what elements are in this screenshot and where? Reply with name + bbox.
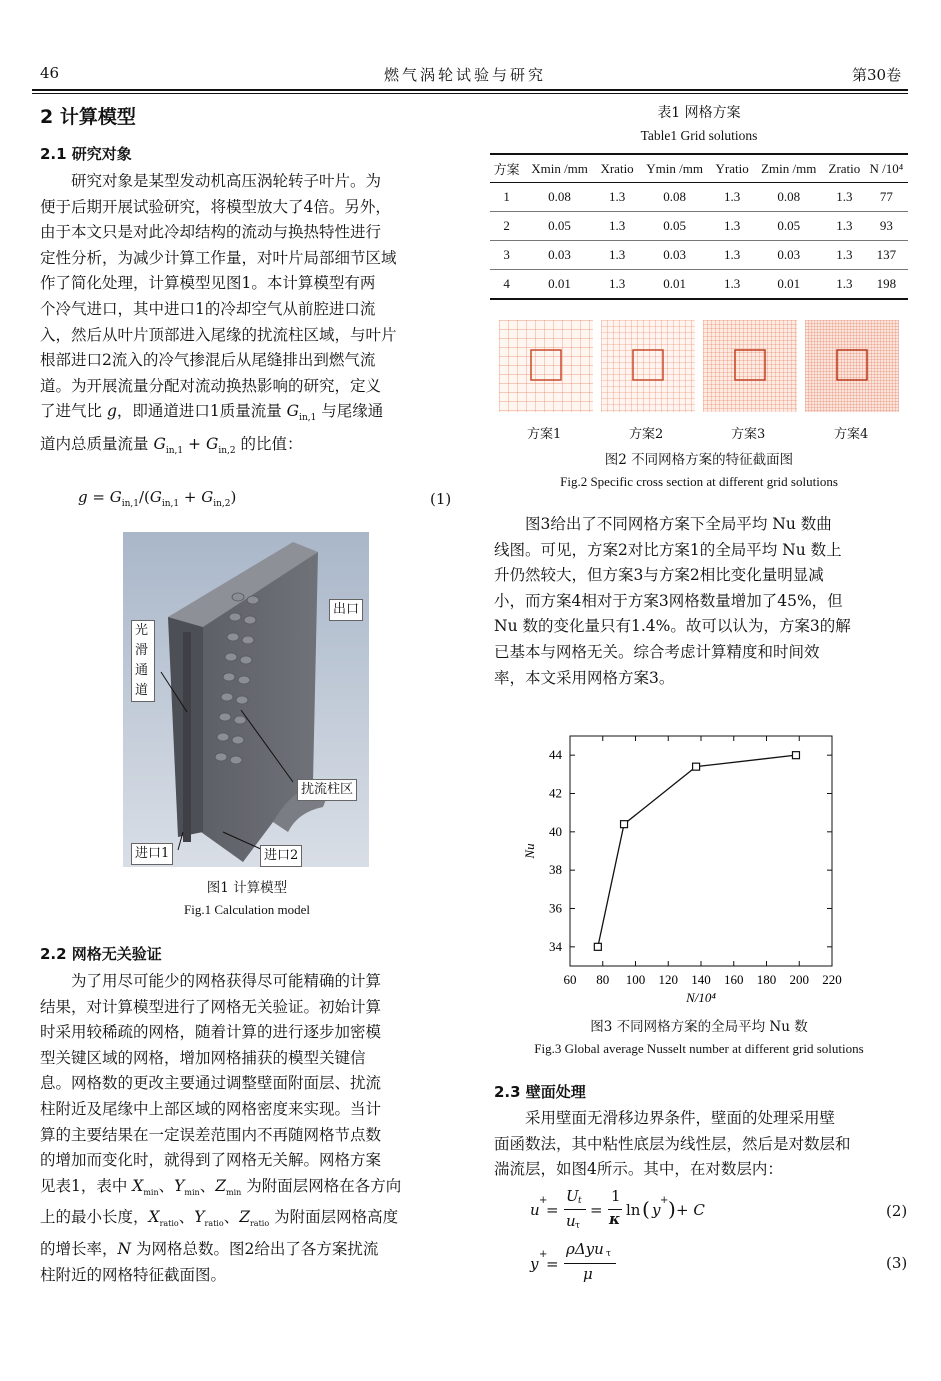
page-number: 46 — [40, 64, 60, 82]
table-cell: 1.3 — [724, 247, 741, 262]
header-rule — [32, 89, 908, 91]
x-tick-label: 160 — [724, 972, 744, 987]
text-line: 的增加而变化时，就得到了网格无关解。网格方案 — [40, 1151, 382, 1170]
subsection-title-2-1: 2.1 研究对象 — [40, 145, 132, 163]
table-cell: 1.3 — [608, 189, 626, 204]
text-line: 结果，对计算模型进行了网格无关验证。初始计算 — [40, 997, 382, 1016]
mesh-label-scheme-4: 方案4 — [834, 427, 869, 442]
table-header-cell: Xratio — [600, 160, 634, 176]
table-cell: 0.05 — [548, 218, 571, 233]
x-tick-label: 100 — [625, 972, 646, 987]
text-line: 已基本与网格无关。综合考虑计算精度和时间效 — [494, 642, 820, 661]
x-tick-label: 200 — [789, 972, 809, 987]
paragraph-2-2 — [40, 969, 454, 1288]
nu-data-point — [621, 821, 628, 828]
mesh-image-scheme-1 — [499, 320, 593, 412]
text-line: 见表1，表中 $X_{min}$、$Y_{min}$、$Z_{min}$ 为附面层网格在各方向 — [40, 1176, 402, 1197]
mesh-label-scheme-2: 方案2 — [629, 427, 664, 442]
y-tick-label: 42 — [549, 785, 562, 801]
figure-2-caption-cn: 图2 不同网格方案的特征截面图 — [604, 452, 794, 468]
table-1 — [490, 153, 908, 300]
table-cell: 0.03 — [663, 247, 686, 262]
text-line: 时采用较稀疏的网格，随着计算的进行逐步加密模 — [40, 1023, 382, 1042]
table-row — [490, 183, 908, 212]
table-cell: 1.3 — [724, 218, 741, 233]
table-cell: 1.3 — [836, 189, 853, 204]
x-tick-label: 180 — [756, 972, 777, 987]
subsection-title-2-2: 2.2 网格无关验证 — [40, 945, 162, 963]
table-cell: 1.3 — [608, 247, 626, 262]
equation-2: u + = U t u τ = 1 κ ln ( y + ) + C — [530, 1187, 705, 1231]
paragraph-2-3 — [494, 1106, 908, 1183]
plot-frame — [570, 736, 832, 966]
table-cell: 1.3 — [836, 247, 853, 262]
text-line: 入，然后从叶片顶部进入尾缘的扰流柱区域，与叶片 — [40, 325, 397, 344]
nu-data-point — [693, 763, 700, 770]
mesh-image-scheme-3 — [703, 320, 797, 412]
table-cell: 0.08 — [663, 189, 686, 204]
text-line: 柱附近的网格特征截面图。 — [40, 1265, 227, 1284]
label-inlet-1: 进口1 — [131, 843, 173, 865]
table-header-cell: Ymin /mm — [646, 160, 703, 176]
figure-3-caption-cn: 图3 不同网格方案的全局平均 Nu 数 — [590, 1019, 808, 1035]
figure-2-caption-en: Fig.2 Specific cross section at different grid solutions — [560, 474, 838, 489]
journal-title: 燃气涡轮试验与研究 — [384, 66, 547, 84]
table-cell: 93 — [879, 218, 893, 233]
text-line: 研究对象是某型发动机高压涡轮转子叶片。为 — [71, 172, 382, 190]
x-tick-label: 80 — [596, 972, 610, 987]
y-tick-label: 38 — [549, 862, 562, 878]
text-line: 上的最小长度，$X_{ratio}$、$Y_{ratio}$、$Z_{ratio}$ 为附面层网格高度 — [40, 1208, 399, 1229]
table-cell: 0.05 — [777, 218, 801, 233]
table-row — [490, 241, 908, 270]
y-tick-label: 34 — [549, 938, 562, 954]
table-cell: 0.01 — [663, 276, 686, 291]
table-row — [490, 270, 908, 300]
table-cell: 1.3 — [836, 276, 853, 291]
y-tick-label: 40 — [549, 823, 562, 839]
table-cell: 3 — [503, 247, 510, 262]
table-row — [490, 212, 908, 241]
volume-label: 第30卷 — [852, 66, 902, 84]
text-line: 图3给出了不同网格方案下全局平均 Nu 数曲 — [525, 515, 832, 533]
text-line: 根部进口2流入的冷气掺混后从尾缝排出到燃气流 — [40, 351, 376, 370]
equation-1: $g = G_{in,1}/(G_{in,1} + G_{in,2})$ — [78, 488, 237, 509]
equation-3: y + = ρΔyu τ μ — [530, 1240, 730, 1290]
text-line: 定性分析，为减少计算工作量，对叶片局部细节区域 — [40, 248, 397, 267]
label-inlet-2: 进口2 — [260, 845, 302, 867]
grid-solutions-table — [490, 153, 908, 300]
x-tick-label: 140 — [691, 972, 711, 987]
text-line: 道内总质量流量 $G_{in,1} + G_{in,2}$ 的比值： — [40, 435, 303, 457]
table-header-cell: 方案 — [493, 162, 520, 177]
table-cell: 0.08 — [548, 189, 571, 204]
text-line: 柱附近及尾缘中上部区域的网格密度来实现。当计 — [40, 1099, 382, 1118]
turbine-blade-model-image — [123, 532, 369, 867]
text-line: Nu 数的变化量只有1.4%。故可以认为，方案3的解 — [494, 617, 851, 636]
y-tick-label: 44 — [549, 747, 562, 763]
text-line: 湍流层，如图4所示。其中，在对数层内： — [494, 1160, 783, 1179]
table-cell: 0.03 — [548, 247, 571, 262]
header-rule-thin — [32, 93, 908, 94]
table-header-row — [490, 154, 908, 183]
text-line: 线图。可见，方案2对比方案1的全局平均 Nu 数上 — [494, 540, 842, 559]
table-cell: 0.01 — [548, 276, 571, 291]
table-1-title-cn: 表1 网格方案 — [657, 105, 741, 121]
table-cell: 4 — [503, 276, 510, 291]
label-outlet: 出口 — [329, 599, 363, 621]
text-line: 由于本文只是对此冷却结构的流动与换热特性进行 — [40, 223, 382, 242]
text-line: 面函数法，其中粘性底层为线性层，然后是对数层和 — [494, 1134, 851, 1153]
text-line: 息。网格数的更改主要通过调整壁面附面层、扰流 — [40, 1074, 382, 1093]
table-header-cell: Yratio — [715, 160, 749, 176]
subsection-title-2-3: 2.3 壁面处理 — [494, 1083, 586, 1101]
table-cell: 1.3 — [608, 218, 626, 233]
mesh-image-scheme-4 — [805, 320, 899, 412]
table-cell: 0.03 — [777, 247, 801, 262]
text-line: 型关键区域的网格，增加网格捕获的模型关键信 — [40, 1048, 366, 1067]
figure-3-caption-en: Fig.3 Global average Nusselt number at different grid solutions — [534, 1041, 864, 1056]
mesh-label-scheme-3: 方案3 — [731, 427, 766, 442]
text-line: 了进气比 g，即通道进口1质量流量 $G_{in,1}$ 与尾缘通 — [40, 402, 384, 424]
section-title: 2 计算模型 — [40, 106, 136, 128]
table-cell: 0.01 — [777, 276, 801, 291]
table-cell: 198 — [876, 276, 897, 291]
text-line: 个冷气进口，其中进口1的冷却空气从前腔进口流 — [40, 299, 376, 318]
table-cell: 0.08 — [777, 189, 801, 204]
x-axis-label: N/10⁴ — [686, 990, 716, 1005]
paragraph-fig3 — [494, 512, 908, 691]
table-cell: 1.3 — [836, 218, 853, 233]
x-tick-label: 120 — [658, 972, 678, 987]
figure-1-caption-en: Fig.1 Calculation model — [183, 902, 310, 917]
table-header-cell: Xmin /mm — [531, 160, 588, 176]
y-tick-label: 36 — [549, 900, 562, 916]
text-line: 采用壁面无滑移边界条件，壁面的处理采用壁 — [525, 1109, 836, 1127]
paragraph-2-1 — [40, 169, 454, 465]
table-cell: 1.3 — [724, 189, 741, 204]
table-cell: 1 — [503, 189, 510, 204]
equation-number-2: (2) — [886, 1202, 908, 1220]
nu-series-line — [598, 755, 796, 947]
y-axis-label: Nu — [522, 843, 537, 859]
equation-number-3: (3) — [886, 1254, 908, 1272]
text-line: 的增长率，N 为网格总数。图2给出了各方案扰流 — [40, 1240, 379, 1259]
table-1-title-en: Table1 Grid solutions — [640, 128, 758, 143]
figure-1-caption-cn: 图1 计算模型 — [206, 880, 288, 896]
table-cell: 1.3 — [724, 276, 741, 291]
label-smooth-channel: 光滑通道 — [131, 620, 155, 702]
x-tick-label: 220 — [822, 972, 842, 987]
table-cell: 2 — [503, 218, 510, 233]
nu-data-point — [792, 752, 799, 759]
nu-data-point — [594, 943, 601, 950]
table-cell: 137 — [876, 247, 897, 262]
mesh-label-scheme-1: 方案1 — [527, 427, 562, 442]
label-pin-fin-region: 扰流柱区 — [297, 779, 357, 801]
text-line: 率，本文采用网格方案3。 — [494, 668, 675, 687]
table-header-cell: N /10⁴ — [869, 160, 904, 176]
text-line: 作了简化处理，计算模型见图1。本计算模型有两 — [40, 274, 376, 293]
equation-number-1: (1) — [430, 490, 452, 508]
x-tick-label: 60 — [563, 972, 577, 987]
text-line: 便于后期开展试验研究，将模型放大了4倍。另外， — [40, 197, 391, 216]
figure-1-model — [123, 532, 369, 867]
table-header-cell: Zmin /mm — [761, 160, 817, 176]
text-line: 道。为开展流量分配对流动换热影响的研究，定义 — [40, 376, 382, 395]
text-line: 为了用尽可能少的网格获得尽可能精确的计算 — [71, 972, 382, 990]
mesh-image-scheme-2 — [601, 320, 695, 412]
table-cell: 77 — [879, 189, 893, 204]
table-cell: 0.05 — [663, 218, 686, 233]
table-cell: 1.3 — [608, 276, 626, 291]
nu-line-chart — [520, 728, 860, 1008]
text-line: 小，而方案4相对于方案3网格数量增加了45%，但 — [494, 591, 843, 610]
text-line: 算的主要结果在一定误差范围内不再随网格节点数 — [40, 1125, 382, 1144]
text-line: 升仍然较大，但方案3与方案2相比变化量明显减 — [494, 566, 824, 585]
table-header-cell: Zratio — [828, 160, 861, 176]
